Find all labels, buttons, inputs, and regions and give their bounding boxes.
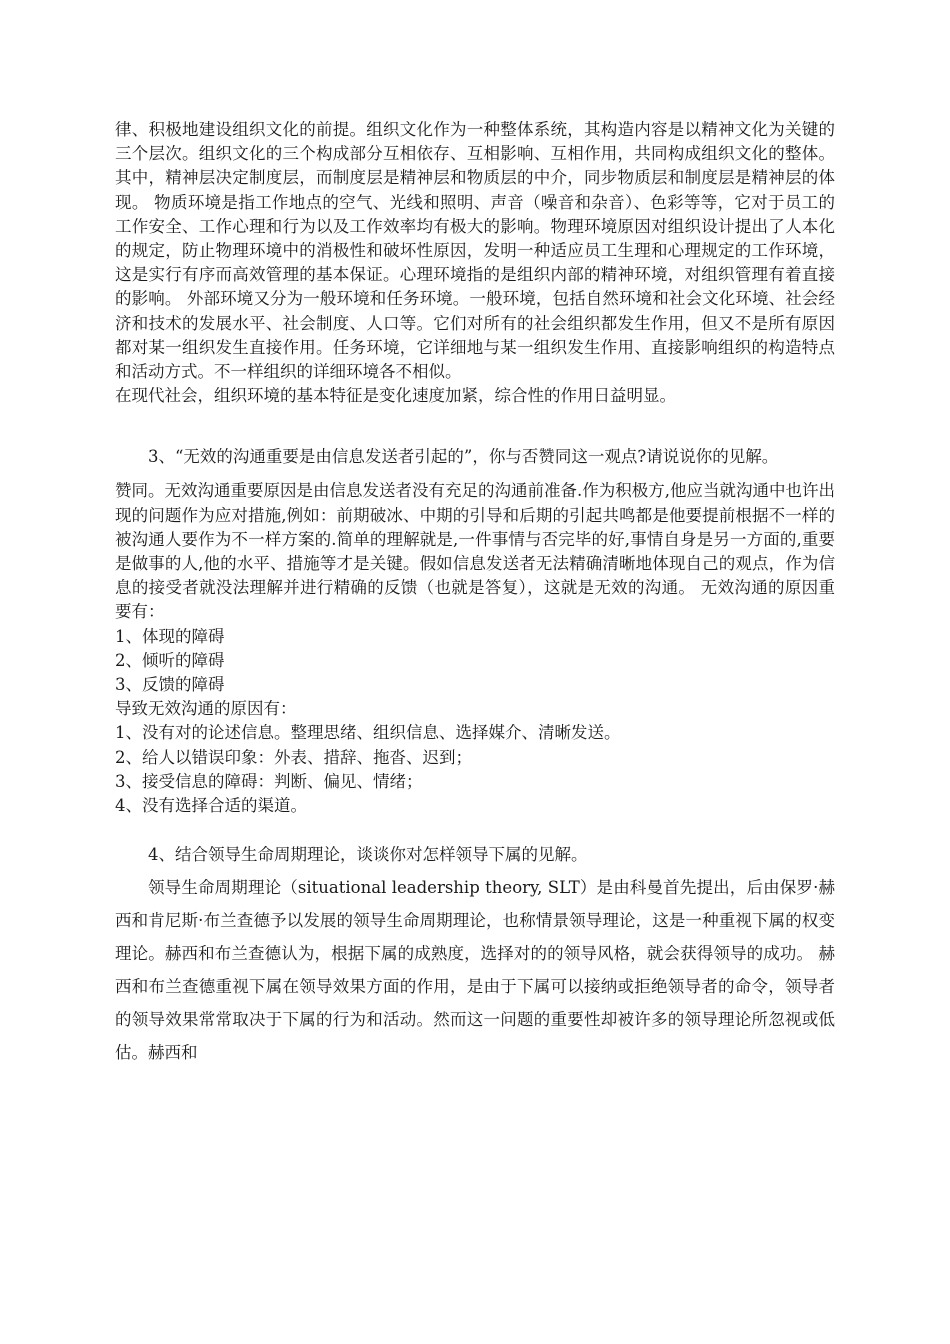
organization-environment-closing: 在现代社会，组织环境的基本特征是变化速度加紧，综合性的作用日益明显。 <box>115 386 676 406</box>
cause-item-2: 2、给人以错误印象：外表、措辞、拖沓、迟到； <box>115 747 472 767</box>
cause-item-1: 1、没有对的论述信息。整理思绪、组织信息、选择媒介、清晰发送。 <box>115 723 621 743</box>
reason-item-3: 3、反馈的障碍 <box>115 675 225 695</box>
question-3-answer: 赞同。无效沟通重要原因是由信息发送者没有充足的沟通前准备.作为积极方,他应当就沟通中也许出现的问题作为应对措施,例如：前期破冰、中期的引导和后期的引起共鸣都是他要提前根据不一样的被沟通人要作为不一样方案的.简单的理解就是,一件事情与否完毕的好,事情自身是另一方面的,重要是做事的人,他的水平、措施等才是关键。假如信息发送者无法精确清晰地体现自己的观点，作为信息的接受者就没法理解并进行精确的反馈（也就是答复），这就是无效的沟通。 无效沟通的原因重要有： <box>115 481 835 622</box>
causes-heading: 导致无效沟通的原因有： <box>115 699 297 719</box>
question-3-title: 3、“无效的沟通重要是由信息发送者引起的”，你与否赞同这一观点?请说说你的见解。 <box>148 447 779 467</box>
question-4-answer: 领导生命周期理论（situational leadership theory, SLT）是由科曼首先提出，后由保罗·赫西和肯尼斯·布兰查德予以发展的领导生命周期理论，也称情景领导理论，这是一种重视下属的权变理论。赫西和布兰查德认为，根据下属的成熟度，选择对的的领导风格，就会获得领导的成功。 赫西和布兰查德重视下属在领导效果方面的作用，是由于下属可以接纳或拒绝领导者的命令，领导者的领导效果常常取决于下属的行为和活动。然而这一问题的重要性却被许多的领导理论所忽视或低估。赫西和 <box>115 878 835 1063</box>
spacer <box>115 408 835 440</box>
question-4-title: 4、结合领导生命周期理论，谈谈你对怎样领导下属的见解。 <box>148 845 588 865</box>
spacer <box>115 818 835 838</box>
organization-culture-paragraph: 律、积极地建设组织文化的前提。组织文化作为一种整体系统，其构造内容是以精神文化为关键的三个层次。组织文化的三个构成部分互相依存、互相影响、互相作用，共同构成组织文化的整体。其中，精神层决定制度层，而制度层是精神层和物质层的中介，同步物质层和制度层是精神层的体现。 物质环境是指工作地点的空气、光线和照明、声音（噪音和杂音）、色彩等等，它对于员工的工作安全、工作心理和行为以及工作效率均有极大的影响。物理环境原因对组织设计提出了人本化的规定，防止物理环境中的消极性和破坏性原因，发明一种适应员工生理和心理规定的工作环境，这是实行有序而高效管理的基本保证。心理环境指的是组织内部的精神环境，对组织管理有着直接的影响。 外部环境又分为一般环境和任务环境。一般环境，包括自然环境和社会文化环境、社会经济和技术的发展水平、社会制度、人口等。它们对所有的社会组织都发生作用，但又不是所有原因都对某一组织发生直接作用。任务环境，它详细地与某一组织发生作用、直接影响组织的构造特点和活动方式。不一样组织的详细环境各不相似。 <box>115 120 835 382</box>
reason-item-2: 2、倾听的障碍 <box>115 650 225 670</box>
cause-item-3: 3、接受信息的障碍：判断、偏见、情绪； <box>115 771 423 791</box>
document-page <box>115 118 835 1069</box>
cause-item-4: 4、没有选择合适的渠道。 <box>115 796 307 816</box>
reason-item-1: 1、体现的障碍 <box>115 626 225 646</box>
